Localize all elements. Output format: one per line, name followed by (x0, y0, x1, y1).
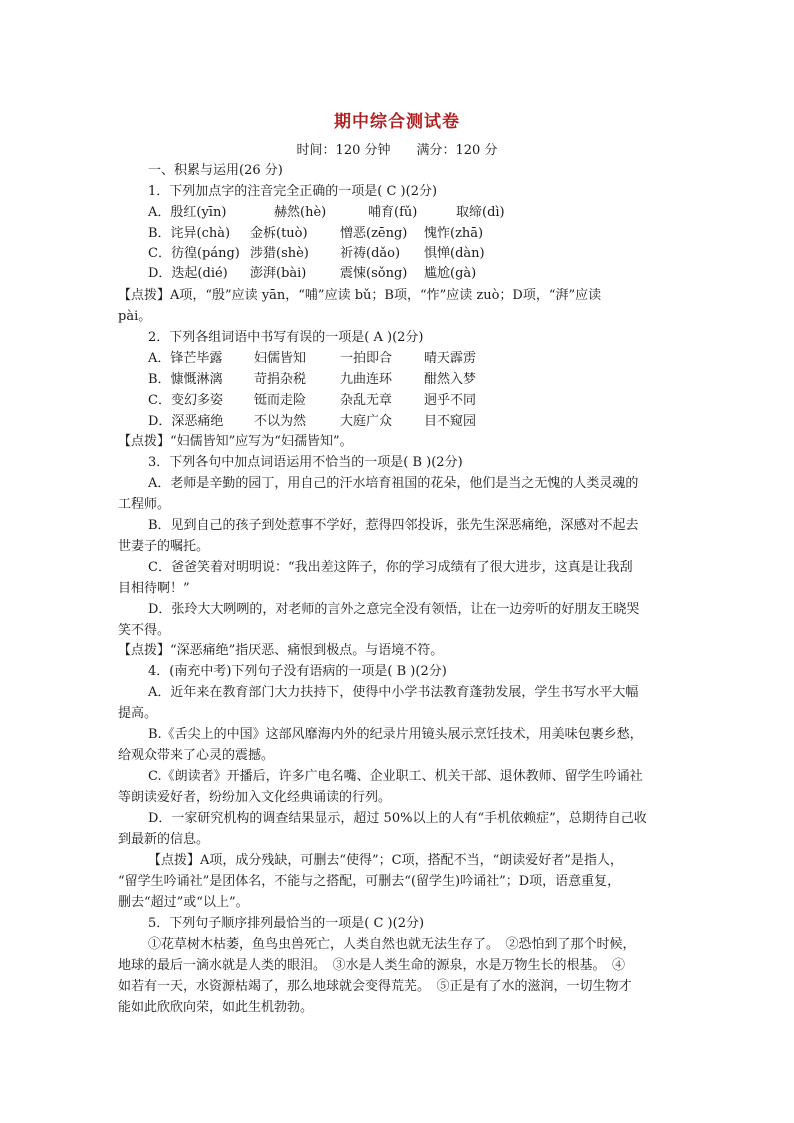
q1-a-3: 哺育(fǔ) (368, 205, 418, 220)
q1-d-2: 澎湃(bài) (250, 266, 307, 281)
q3-option-c: C．爸爸笑着对明明说：“我出差这阵子，你的学习成绩有了很大进步，这真是让我刮 (148, 560, 633, 575)
q1-b-2: 金柝(tuò) (250, 226, 308, 241)
q1-c-3: 祈祷(dǎo) (340, 246, 401, 261)
q3-option-a-cont: 工程师。 (118, 497, 171, 512)
q5-passage-2: 地球的最后一滴水就是人类的眼泪。 ③水是人类生命的源泉，水是万物生长的根基。 ④ (118, 958, 626, 973)
q4-option-c: C.《朗读者》开播后，许多广电名嘴、企业职工、机关干部、退休教师、留学生吟诵社 (148, 769, 643, 784)
q4-option-b-cont: 给观众带来了心灵的震撼。 (118, 748, 275, 763)
q5-passage-1: ①花草树木枯萎，鱼鸟虫兽死亡，人类自然也就无法生存了。 ②恐怕到了那个时候， (148, 937, 636, 952)
exam-meta (0, 139, 794, 158)
q2-d-3: 大庭广众 (340, 414, 393, 429)
q3-option-d: D．张玲大大咧咧的，对老师的言外之意完全没有领悟，让在一边旁听的好朋友王晓哭 (148, 602, 640, 617)
q4-tip-cont-2: 删去“超过”或“以上”。 (118, 895, 249, 910)
q1-d-1: D．迭起(dié) (148, 266, 228, 281)
q4-option-d: D．一家研究机构的调查结果显示，超过 50%以上的人有“手机依赖症”，总期待自己收 (148, 811, 647, 826)
q2-d-4: 目不窥园 (424, 414, 477, 429)
q5-stem: 5．下列句子顺序排列最恰当的一项是( C )(2分) (148, 916, 425, 931)
q2-c-3: 杂乱无章 (340, 393, 393, 408)
q1-c-4: 惧惮(dàn) (424, 246, 485, 261)
q4-option-a-cont: 提高。 (118, 706, 158, 721)
q1-c-1: C．彷徨(páng) (148, 246, 240, 261)
q2-a-1: A．锋芒毕露 (148, 351, 223, 366)
q2-option-c (148, 393, 476, 409)
q1-b-3: 憎恶(zēng) (340, 226, 408, 241)
q3-tip: 【点拨】“深恶痛绝”指厌恶、痛恨到极点。与语境不符。 (118, 643, 444, 658)
q4-stem: 4．(南充中考)下列句子没有语病的一项是( B )(2分) (148, 664, 447, 679)
q1-stem: 1．下列加点字的注音完全正确的一项是( C )(2分) (148, 184, 438, 199)
q1-tip-cont: pài。 (118, 309, 152, 324)
q4-tip-cont-1: “留学生吟诵社”是团体名，不能与之搭配，可删去“(留学生)吟诵社”；D项，语意重复， (118, 874, 621, 889)
q2-a-4: 晴天霹雳 (424, 351, 477, 366)
q1-c-2: 涉猎(shè) (250, 246, 309, 261)
time-limit: 时间：120 分钟 (296, 143, 391, 158)
q2-c-2: 铤而走险 (254, 393, 307, 408)
q1-option-c (148, 246, 485, 262)
q1-d-3: 震悚(sǒng) (340, 266, 408, 281)
q3-option-b: B．见到自己的孩子到处惹事不学好，惹得四邻投诉，张先生深恶痛绝，深感对不起去 (148, 518, 639, 533)
q2-b-2: 苛捐杂税 (254, 372, 307, 387)
q2-d-1: D．深恶痛绝 (148, 414, 224, 429)
q2-tip: 【点拨】“妇儒皆知”应写为“妇孺皆知”。 (118, 434, 353, 449)
q4-option-a: A．近年来在教育部门大力扶持下，使得中小学书法教育蓬勃发展，学生书写水平大幅 (148, 685, 639, 700)
q5-passage-4: 能如此欣欣向荣，如此生机勃勃。 (118, 1000, 314, 1015)
q1-tip: 【点拨】A项，“殷”应读 yān，“哺”应读 bǔ；B项，“怍”应读 zuò；D项，“湃”应读 (118, 288, 602, 303)
q2-c-4: 迥乎不同 (424, 393, 477, 408)
q2-a-2: 妇儒皆知 (254, 351, 307, 366)
q2-d-2: 不以为然 (254, 414, 307, 429)
q1-d-4: 尴尬(gà) (424, 266, 477, 281)
q2-option-b (148, 372, 476, 388)
section-heading: 一、积累与运用(26 分) (148, 163, 283, 178)
q1-a-2: 赫然(hè) (274, 205, 327, 220)
q2-option-d (148, 414, 476, 430)
q1-b-1: B．诧异(chà) (148, 226, 231, 241)
q5-passage-3: 如若有一天，水资源枯竭了，那么地球就会变得荒芜。 ⑤正是有了水的滋润，一切生物才 (118, 979, 632, 994)
q4-option-c-cont: 等朗读爱好者，纷纷加入文化经典诵读的行列。 (118, 790, 392, 805)
q1-option-a (148, 205, 505, 221)
q2-b-4: 酣然入梦 (424, 372, 477, 387)
q1-a-4: 取缔(dì) (456, 205, 505, 220)
q3-option-b-cont: 世妻子的嘱托。 (118, 539, 210, 554)
q4-tip: 【点拨】A项，成分残缺，可删去“使得”；C项，搭配不当，“朗读爱好者”是指人， (148, 853, 623, 868)
q2-b-3: 九曲连环 (340, 372, 393, 387)
q2-b-1: B．慷慨淋漓 (148, 372, 223, 387)
q3-option-c-cont: 目相待啊！” (118, 581, 190, 596)
q1-option-b (148, 226, 483, 242)
q2-a-3: 一拍即合 (340, 351, 393, 366)
q1-b-4: 愧怍(zhā) (424, 226, 484, 241)
q3-stem: 3．下列各句中加点词语运用不恰当的一项是( B )(2分) (148, 455, 463, 470)
q3-option-a: A．老师是辛勤的园丁，用自己的汗水培育祖国的花朵，他们是当之无愧的人类灵魂的 (148, 476, 639, 491)
q4-option-b: B.《舌尖上的中国》这部风靡海内外的纪录片用镜头展示烹饪技术，用美味包裹乡愁， (148, 727, 643, 742)
q2-c-1: C．变幻多姿 (148, 393, 223, 408)
q1-a-1: A．殷红(yīn) (148, 205, 227, 220)
exam-title: 期中综合测试卷 (334, 112, 460, 132)
q3-option-d-cont: 笑不得。 (118, 623, 171, 638)
q2-option-a (148, 351, 476, 367)
q2-stem: 2．下列各组词语中书写有误的一项是( A )(2分) (148, 330, 424, 345)
full-score: 满分：120 分 (416, 143, 498, 158)
q1-option-d (148, 266, 476, 282)
q4-option-d-cont: 到最新的信息。 (118, 832, 210, 847)
